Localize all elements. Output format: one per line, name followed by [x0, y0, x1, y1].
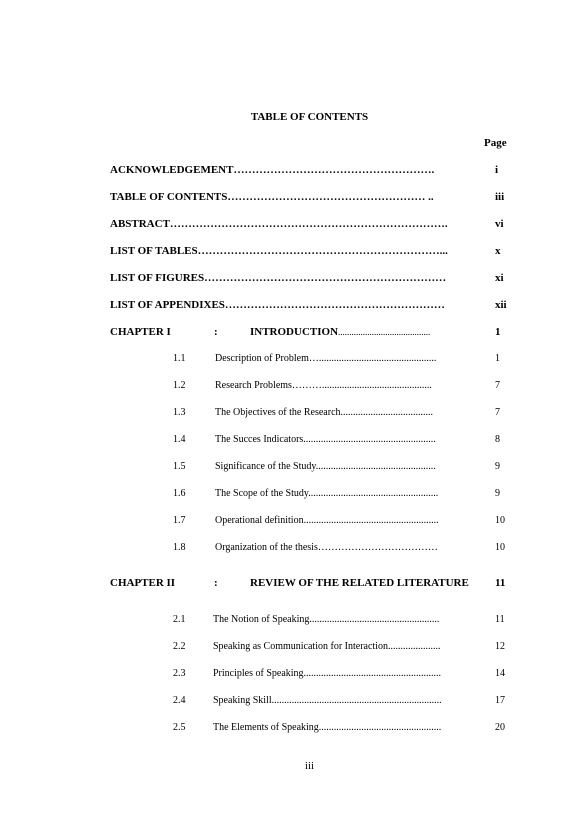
chapter-title: INTRODUCTION: [250, 326, 339, 338]
section-label: Significance of the Study................................................: [215, 461, 436, 472]
chapter-number: CHAPTER II: [110, 577, 176, 589]
section-number: 2.3: [173, 668, 186, 679]
toc-entry-label: TABLE OF CONTENTS……………………………………………… ..: [110, 191, 434, 203]
section-page: 17: [495, 695, 505, 706]
section-page: 7: [495, 380, 500, 391]
toc-entry-label: LIST OF APPENDIXES……………………………………………………: [110, 299, 445, 311]
chapter-page: 1: [495, 326, 501, 338]
section-page: 14: [495, 668, 505, 679]
chapter-colon: :: [214, 577, 218, 589]
section-label: Organization of the thesis………………………………: [215, 542, 438, 553]
chapter-page: 11: [495, 577, 506, 589]
section-label: The Scope of the Study....................................................: [215, 488, 439, 499]
section-page: 9: [495, 488, 500, 499]
chapter-title: REVIEW OF THE RELATED LITERATURE: [250, 577, 469, 589]
section-number: 1.3: [173, 407, 186, 418]
section-label: The Objectives of the Research.....................................: [215, 407, 434, 418]
section-label: The Elements of Speaking.................................................: [213, 722, 442, 733]
section-number: 2.1: [173, 614, 186, 625]
section-number: 1.6: [173, 488, 186, 499]
chapter-colon: :: [214, 326, 218, 338]
toc-entry-page: xii: [495, 299, 507, 311]
page-title: TABLE OF CONTENTS: [250, 111, 369, 123]
section-label: Speaking Skill....................................................................: [213, 695, 442, 706]
section-page: 11: [495, 614, 505, 625]
toc-entry-label: ACKNOWLEDGEMENT……………………………………………….: [110, 164, 435, 176]
section-page: 7: [495, 407, 500, 418]
section-label: Principles of Speaking.......................................................: [213, 668, 442, 679]
section-label: Operational definition......................................................: [215, 515, 439, 526]
section-number: 2.2: [173, 641, 186, 652]
section-number: 1.4: [173, 434, 186, 445]
section-label: Description of Problem…...............................................: [215, 353, 437, 364]
section-label: The Succes Indicators.....................................................: [215, 434, 436, 445]
chapter-leader-dots: .........................................: [338, 327, 431, 337]
toc-entry-page: vi: [495, 218, 504, 230]
toc-entry-page: iii: [495, 191, 505, 203]
section-number: 1.1: [173, 353, 186, 364]
section-page: 1: [495, 353, 500, 364]
toc-entry-page: i: [495, 164, 499, 176]
section-label: Research Problems………............................................: [215, 380, 432, 391]
section-page: 8: [495, 434, 500, 445]
section-number: 1.7: [173, 515, 186, 526]
page-number: iii: [304, 760, 315, 772]
section-page: 20: [495, 722, 505, 733]
section-number: 1.5: [173, 461, 186, 472]
section-label: The Notion of Speaking....................................................: [213, 614, 440, 625]
toc-entry-page: xi: [495, 272, 504, 284]
section-number: 2.4: [173, 695, 186, 706]
toc-entry-page: x: [495, 245, 501, 257]
toc-entry-label: ABSTRACT………………………………………………………………….: [110, 218, 448, 230]
toc-entry-label: LIST OF TABLES…………………………………………………………...: [110, 245, 448, 257]
section-page: 10: [495, 542, 505, 553]
section-number: 1.2: [173, 380, 186, 391]
section-page: 10: [495, 515, 505, 526]
section-page: 12: [495, 641, 505, 652]
chapter-number: CHAPTER I: [110, 326, 171, 338]
toc-entry-label: LIST OF FIGURES…………………………………………………………: [110, 272, 447, 284]
section-number: 2.5: [173, 722, 186, 733]
section-number: 1.8: [173, 542, 186, 553]
chapter-title-line: [250, 326, 430, 338]
page-column-header: Page: [484, 137, 507, 149]
section-label: Speaking as Communication for Interaction.....................: [213, 641, 441, 652]
section-page: 9: [495, 461, 500, 472]
